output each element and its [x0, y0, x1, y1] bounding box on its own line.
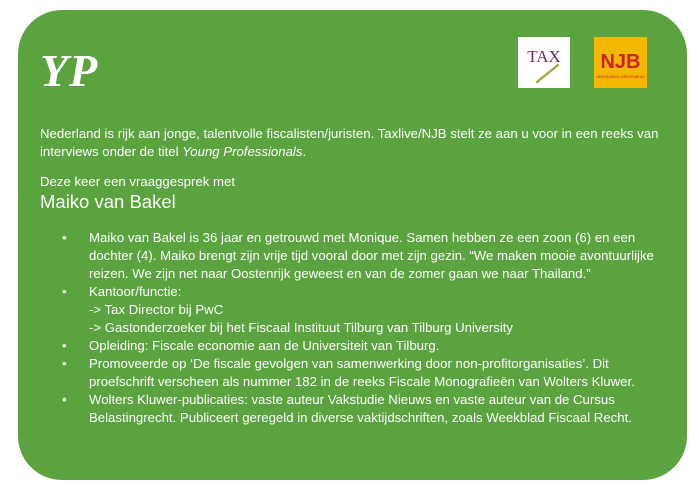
bio-item-line: • Maiko van Bakel is 36 jaar en getrouwd met Monique. Samen hebben ze een zoon (6) en een dochter (4). Maiko brengt zijn vrije tijd vooral door met zijn gezin. “We maken mooie avontuurlijke reizen. We zijn net naar Oostenrijk geweest en van de zomer gaan we naar Thailand.”	[89, 230, 654, 281]
intro-end: .	[302, 144, 307, 159]
series-title: Young Professionals	[182, 144, 303, 159]
bio-item	[18, 283, 687, 337]
bio-item-line: -> Tax Director bij PwC	[89, 302, 224, 317]
taxlive-logo	[518, 37, 570, 88]
intro-paragraph	[40, 125, 670, 161]
bio-item	[18, 337, 687, 355]
tax-logo-text: TAX	[527, 47, 561, 66]
interviewee-name: Maiko van Bakel	[40, 191, 176, 212]
interview-subtitle: Deze keer een vraaggesprek met	[40, 174, 235, 189]
bio-item	[18, 391, 687, 427]
njb-logo-subtext: NEDERLANDS JURISTENBLAD	[596, 75, 645, 79]
intro-text: Nederland is rijk aan jonge, talentvolle fiscalisten/juristen. Taxlive/NJB stelt ze aan u voor in een reeks van interviews onder de titel	[40, 126, 659, 159]
bio-item-line: • Promoveerde op ‘De fiscale gevolgen van samenwerking door non-profitorganisaties’. Dit proefschrift verscheen als nummer 182 in de reeks Fiscale Monografieën van Wolters Kluwer.	[89, 356, 635, 389]
bio-item-line: • Wolters Kluwer-publicaties: vaste auteur Vakstudie Nieuws en vaste auteur van de Cursus Belastingrecht. Publiceert geregeld in diverse vaktijdschriften, zoals Weekblad Fiscaal Recht.	[89, 392, 632, 425]
page-title: YP	[40, 45, 99, 96]
bio-item	[18, 355, 687, 391]
bio-item-line: • Kantoor/functie:	[89, 284, 182, 299]
bio-list	[18, 229, 687, 427]
bio-item	[18, 229, 687, 283]
bio-item-line: -> Gastonderzoeker bij het Fiscaal Instituut Tilburg van Tilburg University	[89, 320, 514, 335]
profile-card	[18, 10, 687, 480]
njb-logo	[594, 37, 647, 88]
bio-item-line: • Opleiding: Fiscale economie aan de Universiteit van Tilburg.	[89, 338, 440, 353]
njb-logo-text: NJB	[600, 51, 641, 73]
